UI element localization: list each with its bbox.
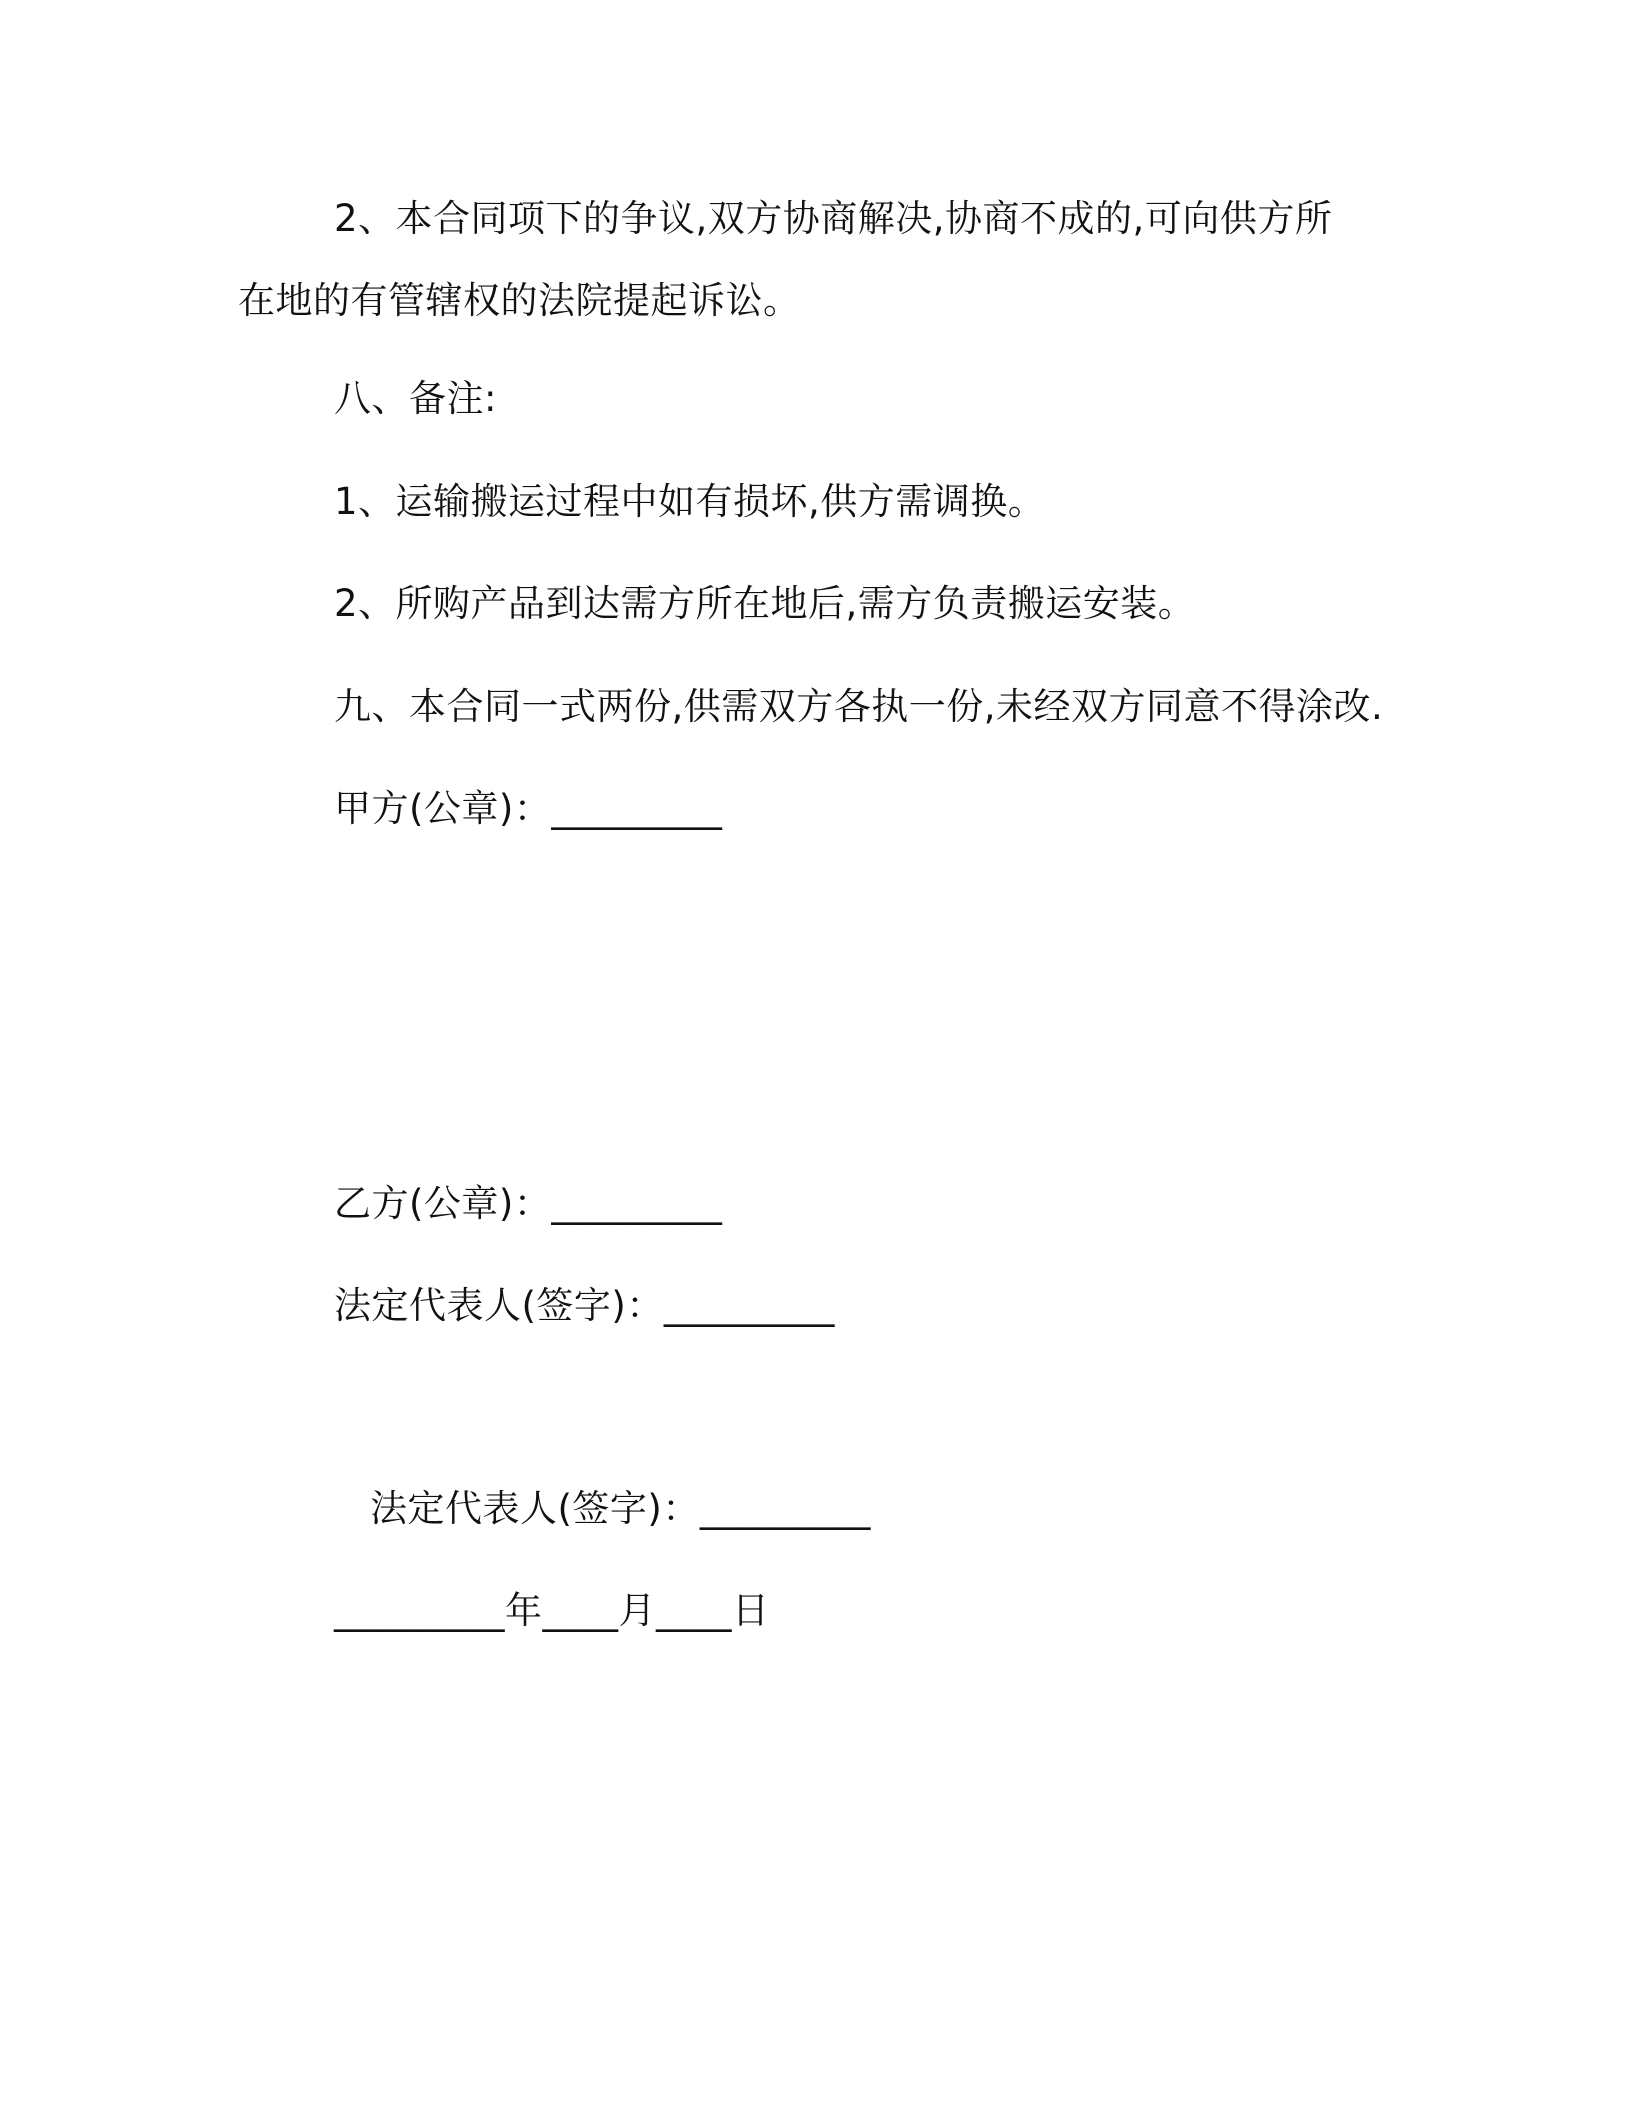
party-b-seal-line: 乙方(公章)：_________ bbox=[334, 1182, 723, 1225]
section-8-item-1: 1、运输搬运过程中如有损坏,供方需调换。 bbox=[334, 480, 1046, 523]
legal-rep-signature-line-1: 法定代表人(签字)：_________ bbox=[334, 1284, 835, 1327]
section-8-item-2: 2、所购产品到达需方所在地后,需方负责搬运安装。 bbox=[334, 582, 1196, 625]
section-9: 九、本合同一式两份,供需双方各执一份,未经双方同意不得涂改. bbox=[334, 685, 1384, 728]
date-line: _________年____月____日 bbox=[334, 1589, 770, 1632]
party-a-seal-line: 甲方(公章)：_________ bbox=[334, 787, 723, 830]
clause-7-item-2: 2、本合同项下的争议,双方协商解决,协商不成的,可向供方所在地的有管辖权的法院提起诉讼。 bbox=[238, 197, 1333, 322]
section-8-heading: 八、备注: bbox=[334, 377, 497, 420]
legal-rep-signature-line-2: 法定代表人(签字)：_________ bbox=[370, 1487, 871, 1530]
